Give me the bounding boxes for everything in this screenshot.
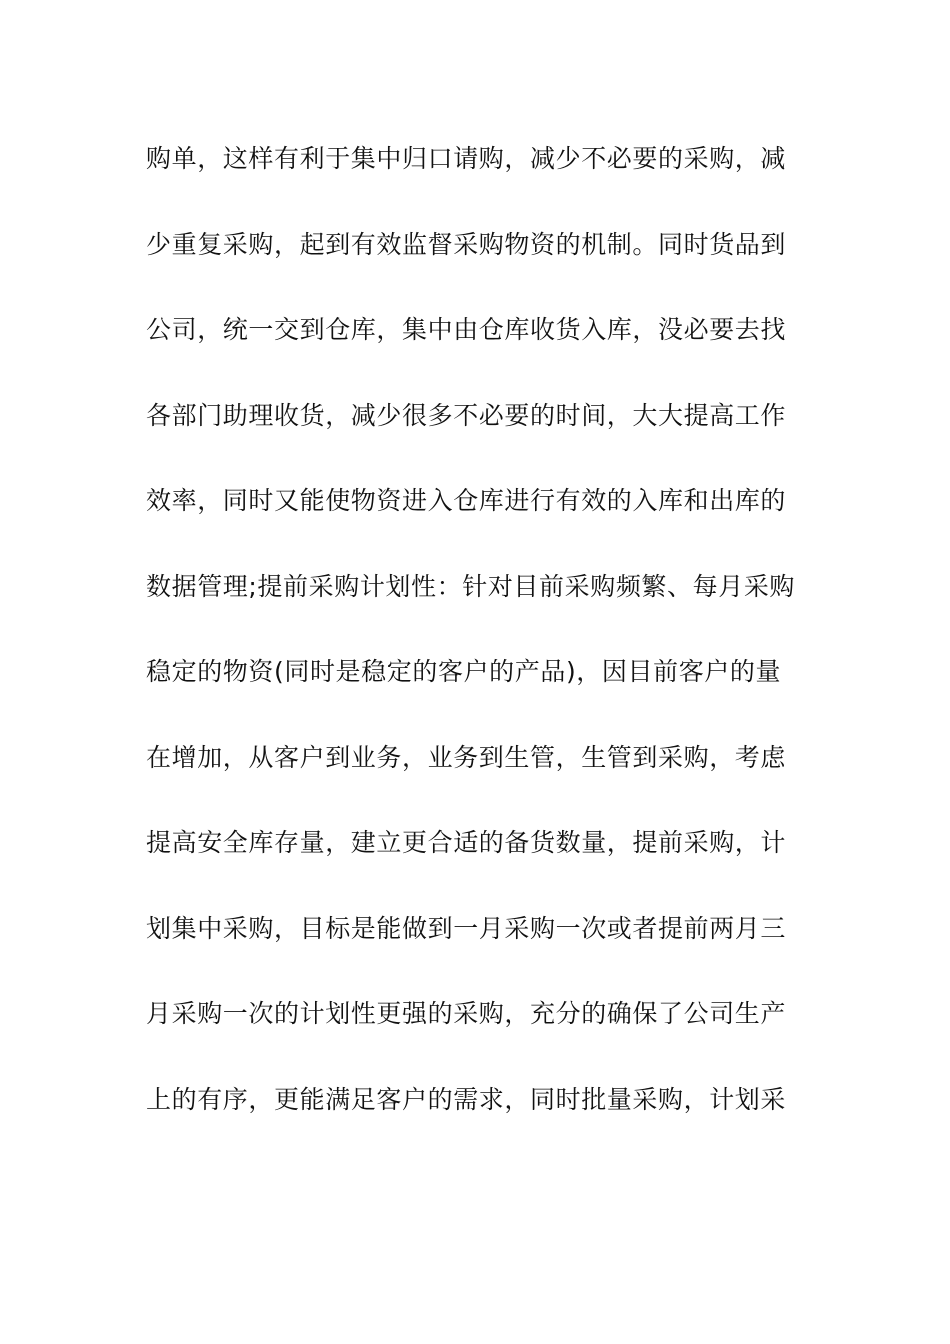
text-line-5: 效率，同时又能使物资进入仓库进行有效的入库和出库的	[146, 486, 787, 515]
text-line-4: 各部门助理收货，减少很多不必要的时间，大大提高工作	[146, 400, 787, 430]
text-line-12: 上的有序，更能满足客户的需求，同时批量采购，计划采	[146, 1084, 787, 1114]
text-line-10: 划集中采购，目标是能做到一月采购一次或者提前两月三	[146, 913, 787, 943]
text-line-1: 购单，这样有利于集中归口请购，减少不必要的采购，减	[146, 144, 787, 173]
text-line-7: 稳定的物资(同时是稳定的客户的产品)，因目前客户的量	[146, 657, 782, 686]
text-line-8: 在增加，从客户到业务，业务到生管，生管到采购，考虑	[146, 742, 787, 772]
text-line-6: 数据管理;提前采购计划性：针对目前采购频繁、每月采购	[146, 571, 796, 601]
text-line-9: 提高安全库存量，建立更合适的备货数量，提前采购，计	[146, 828, 787, 857]
text-line-3: 公司，统一交到仓库，集中由仓库收货入库，没必要去找	[146, 315, 787, 344]
text-line-2: 少重复采购，起到有效监督采购物资的机制。同时货品到	[146, 229, 787, 259]
text-line-11: 月采购一次的计划性更强的采购，充分的确保了公司生产	[146, 999, 787, 1028]
body-text	[146, 138, 808, 1164]
